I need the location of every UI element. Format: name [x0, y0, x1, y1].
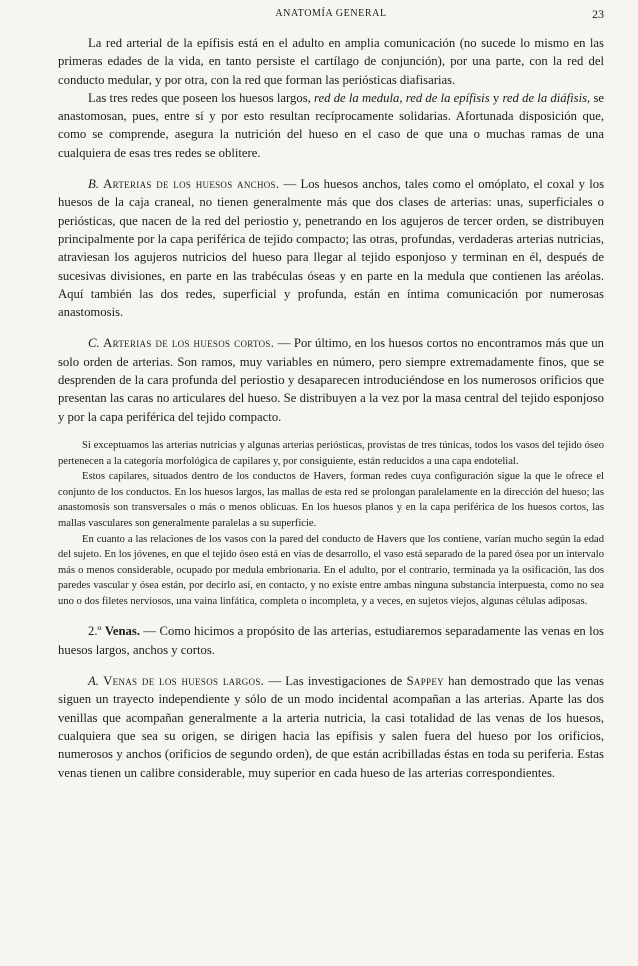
section-veins	[58, 622, 604, 659]
author-name: Sappey	[406, 674, 444, 689]
section-text: — Por último, en los huesos cortos no encontramos más que un solo orden de arterias. Son ramos, muy variables en número, pero siempre extremadamente finos, que se desprenden de la cara profunda del periostio y desaparecen introduciéndose en los numerosos orificios que presentan las caras no articulares del hueso. Se distribuyen a la vez por la masa central del tejido esponjoso y por la capa periférica del tejido compacto.	[58, 336, 605, 424]
section-letter: B.	[88, 177, 99, 192]
section-heading: Venas de los huesos largos.	[103, 674, 265, 689]
text-run: Las tres redes que poseen los huesos largos,	[88, 90, 315, 105]
italic-term: red de la diáfisis,	[502, 90, 591, 105]
section-long-bone-veins	[58, 672, 604, 782]
text-run: se anastomosan, pues, entre sí y por esto resultan recíprocamente solidarias. Afortunada disposición que, como se comprende, asegura la nutrición del hueso en el caso de que una o muchas ramas de una cualquiera de esas tres redes se oblitere.	[58, 90, 605, 160]
section-heading: Arterias de los huesos cortos.	[103, 336, 275, 351]
section-heading: Arterias de los huesos anchos.	[103, 177, 280, 192]
paragraph-epiphysis-network: La red arterial de la epífisis está en el adulto en amplia comunicación (no sucede lo mismo en las primeras edades de la vida, en tanto persiste el cartílago de conjunción), por una parte, con la red del conducto medular, y por otra, con la red que forman las periósticas diafisarias.	[58, 36, 604, 87]
italic-term: red de la medula, red de la epífisis	[314, 90, 490, 105]
page-body	[58, 34, 604, 782]
section-text: — Los huesos anchos, tales como el omóplato, el coxal y los huesos de la caja craneal, no tienen generalmente más que dos clases de arterias: unas, superficiales o periósticas, que nacen de la red del periostio y, penetrando en los agujeros de tercer orden, se distribuyen principalmente por la capa periférica de tejido compacto; las otras, profundas, verdaderas arterias nutricias, atraviesan los agujeros nutricios del hueso para llegar al tejido esponjoso y terminan en él, después de sucesivas divisiones, en parte en las trabéculas óseas y en parte en la medula que contienen las aréolas. Aquí también las dos redes, superficial y profunda, están en íntima comunicación por numerosas anastomosis.	[58, 177, 605, 320]
section-text: — Las investigaciones de	[264, 674, 407, 689]
note-paragraph-vessel-walls: En cuanto a las relaciones de los vasos con la pared del conducto de Havers que los contiene, varían mucho según la edad del sujeto. En los jóvenes, en que el tejido óseo está en vías de desarrollo, el vaso está separado de la pared ósea por un intervalo más o menos considerable, ocupado por medula embrionaria. En el adulto, por el contrario, terminada ya la osificación, las dos paredes vascular y ósea están, por decirlo así, en contacto, y no existe entre ambas ninguna substancia interpuesta, como no sea uno o dos filetes nerviosos, una vaina linfática, completa o incompleta, y a veces, en sujetos viejos, algunas células adiposas.	[58, 533, 604, 607]
section-text: — Como hicimos a propósito de las arterias, estudiaremos separadamente las venas en los huesos largos, anchos y cortos.	[58, 624, 604, 657]
running-title: ANATOMÍA GENERAL	[275, 8, 387, 19]
page-number: 23	[592, 7, 604, 21]
text-run: y	[489, 90, 503, 105]
section-text: han demostrado que las venas siguen un trayecto independiente y sólo de un modo incidental acompañan a las arterias. Aparte las dos venillas que acompañan generalmente a la arteria nutricia, la casi totalidad de las venas de los huesos, cualquiera que sea su origen, se dirigen hacia las epífisis y salen fuera del hueso por los orificios, numerosos y anchos (orificios de segundo orden), de que están acribilladas éstas en toda su periferia. Estas venas tienen un calibre considerable, muy superior en cada hueso de las arterias correspondientes.	[58, 674, 604, 780]
section-number: 2.º	[88, 624, 102, 639]
section-flat-bones	[58, 175, 604, 321]
running-head	[58, 8, 604, 24]
section-letter: C.	[88, 336, 100, 351]
section-letter: A.	[88, 674, 99, 689]
note-paragraph-havers-networks: Estos capilares, situados dentro de los conductos de Havers, forman redes cuya configuración sigue la que le ofrece el conjunto de los conductos. En los huesos largos, las mallas de esta red se prolongan paralelamente en la dirección del hueso; las anastomosis son transversales o más o menos oblicuas. En los huesos planos y en la capa periférica de los huesos cortos, las mallas vasculares son generalmente paralelas a su superficie.	[58, 471, 604, 529]
section-heading: Venas.	[104, 624, 141, 639]
note-paragraph-capillaries: Si exceptuamos las arterias nutricias y algunas arterias periósticas, provistas de tres túnicas, todos los vasos del tejido óseo pertenecen a la categoría morfológica de capilares y, por consiguiente, están reducidos a una capa endotelial.	[58, 439, 604, 467]
section-short-bones	[58, 334, 604, 425]
paragraph-three-networks	[58, 89, 604, 162]
